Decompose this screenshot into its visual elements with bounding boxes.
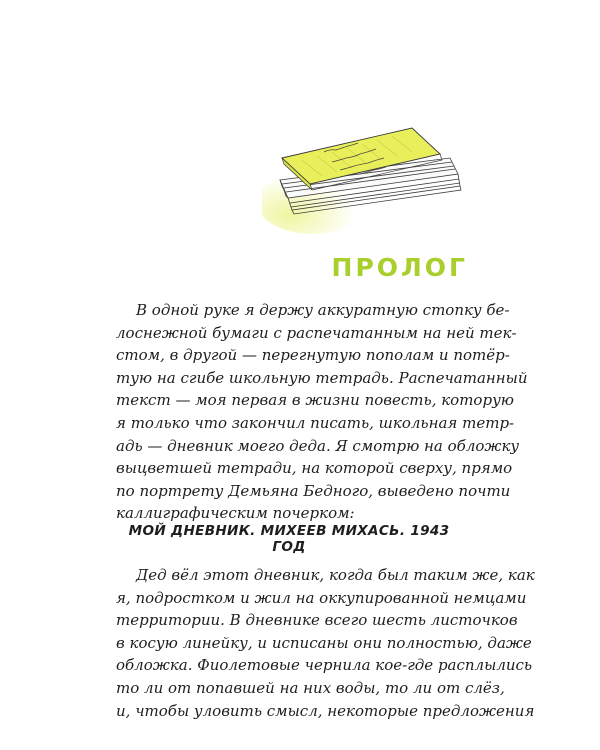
- text-line: текст — моя первая в жизни повесть, которую: [116, 391, 514, 410]
- text-line: адь — дневник моего деда. Я смотрю на обложку: [116, 436, 520, 455]
- text-line: территории. В дневнике всего шесть листочков: [116, 611, 518, 630]
- text-line: каллиграфическим почерком:: [116, 504, 355, 523]
- text-line: в косую линейку, и исписаны они полностью, даже: [116, 633, 532, 652]
- diary-title: МОЙ ДНЕВНИК. МИХЕЕВ МИХАСЬ. 1943 ГОД: [128, 523, 450, 555]
- text-line: Дед вёл этот дневник, когда был таким же, как: [136, 566, 535, 584]
- text-line: лоснежной бумаги с распечатанным на ней тек-: [116, 323, 517, 342]
- notebook-stack-illustration: [262, 118, 472, 236]
- text-line: выцветшей тетради, на которой сверху, прямо: [116, 459, 513, 478]
- paragraph-1: [116, 299, 528, 525]
- text-line: тую на сгибе школьную тетрадь. Распечатанный: [116, 368, 528, 387]
- paragraph-2: [116, 564, 535, 722]
- text-line: стом, в другой — перегнутую пополам и потёр-: [116, 346, 510, 365]
- text-line: я, подростком и жил на оккупированной немцами: [116, 588, 527, 607]
- text-line: и, чтобы уловить смысл, некоторые предложения: [116, 701, 535, 720]
- notebook-stack-icon: [262, 118, 472, 236]
- text-line: то ли от попавшей на них воды, то ли от слёз,: [116, 678, 505, 697]
- text-line: по портрету Демьяна Бедного, выведено почти: [116, 481, 511, 500]
- text-line: я только что закончил писать, школьная тетр-: [116, 413, 515, 432]
- text-line: обложка. Фиолетовые чернила кое-где расплылись: [116, 656, 533, 675]
- chapter-title: ПРОЛОГ: [331, 253, 468, 282]
- text-line: В одной руке я держу аккуратную стопку бе-: [136, 301, 510, 319]
